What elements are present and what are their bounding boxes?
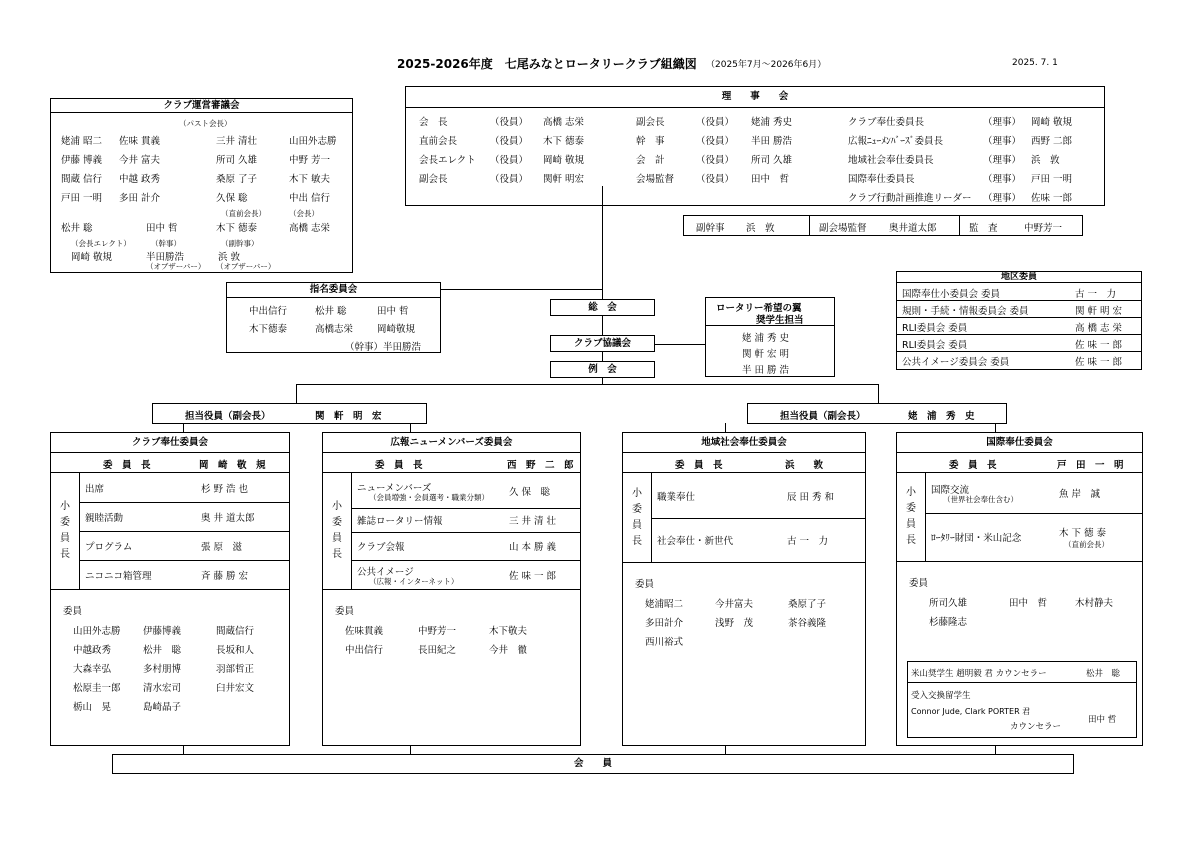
role-type: （役員） <box>696 117 735 128</box>
member-name: 長坂和人 <box>216 645 255 656</box>
chair-name: 戸 田 一 明 <box>1057 460 1124 471</box>
role: RLI委員会 委員 <box>902 323 968 334</box>
divider <box>79 560 289 561</box>
sub-role: 副会場監督 <box>819 223 867 234</box>
riji-box <box>405 86 1105 206</box>
role-type: （理事） <box>983 174 1022 185</box>
sub-name: 奥井道太郎 <box>889 223 937 234</box>
note: （副幹事） <box>221 239 259 248</box>
member-name: 関軒 明宏 <box>543 174 585 185</box>
divider <box>79 531 289 532</box>
role: 広報ﾆｭｰﾒﾝﾊﾞｰｽﾞ委員長 <box>848 136 944 147</box>
member-name: 所司 久雄 <box>216 155 258 166</box>
page-date: 2025. 7. 1 <box>1012 58 1058 68</box>
divider <box>623 562 865 563</box>
member-name: 松井 聡 <box>61 223 93 234</box>
sub-note: （直前会長） <box>1064 540 1109 549</box>
member-name: 高橋 志栄 <box>543 117 585 128</box>
member-name: 木下 敏夫 <box>289 174 331 185</box>
member-name: 中出 信行 <box>289 193 331 204</box>
kibou-box <box>705 297 835 377</box>
member-name: 岡崎 敬規 <box>71 252 113 263</box>
chair-name: 浜 敦 <box>785 460 824 471</box>
member-name: 久保 聡 <box>216 193 248 204</box>
sub-name: 国際交流 <box>931 485 970 496</box>
member-name: 木下敬夫 <box>489 626 528 637</box>
role: 直前会長 <box>419 136 458 147</box>
sub-member: 山 本 勝 義 <box>509 542 557 553</box>
committee-title: 国際奉仕委員会 <box>897 433 1142 453</box>
divider <box>897 561 1142 562</box>
sub-member: 木 下 德 泰 <box>1059 528 1107 539</box>
members-label: 委員 <box>63 606 83 617</box>
sub-name: 親睦活動 <box>85 512 124 524</box>
member-name: 高橋志栄 <box>315 324 354 335</box>
kibou-subtitle: 奨学生担当 <box>756 315 804 326</box>
divider <box>79 502 289 503</box>
role: 国際奉仕委員長 <box>848 174 915 185</box>
sub-member: 張 原 滋 <box>201 541 243 553</box>
member-name: 中越政秀 <box>73 645 112 656</box>
member-name: （幹事）半田勝浩 <box>345 342 422 353</box>
sub-member: 杉 野 浩 也 <box>201 483 249 495</box>
divider <box>897 300 1141 301</box>
riji-title: 理 事 会 <box>406 87 1104 108</box>
committee-club <box>50 432 290 746</box>
sub-member: 辰 田 秀 和 <box>787 491 835 503</box>
member-name: 木村静夫 <box>1075 598 1114 609</box>
member-name: 田中 哲 <box>751 174 790 185</box>
member-name: 所司久雄 <box>929 598 968 609</box>
sub-name: 出席 <box>85 483 105 495</box>
role: 会 計 <box>636 155 665 166</box>
sub-member: 奥 井 道太郎 <box>201 512 255 524</box>
extra-box <box>907 661 1137 738</box>
tanto-label: 担当役員（副会長） <box>185 411 271 422</box>
sub-name: クラブ会報 <box>357 542 405 553</box>
sub-role: 副幹事 <box>696 223 725 234</box>
divider <box>925 473 926 561</box>
sub-member: 古 一 力 <box>787 536 829 547</box>
divider <box>351 532 580 533</box>
role-type: （理事） <box>983 136 1022 147</box>
members-label: 委員 <box>635 579 655 590</box>
ex-student: Connor Jude, Clark PORTER 君 <box>911 707 1031 716</box>
member-name: 大森幸弘 <box>73 664 112 675</box>
members-label: 委員 <box>335 606 355 617</box>
member-name: 姥 浦 秀 史 <box>742 333 790 344</box>
member-name: 田中 哲 <box>1088 715 1117 725</box>
tanto-box-left <box>152 403 427 424</box>
sub-name: 雑誌ロータリー情報 <box>357 516 443 527</box>
member-name: 岡崎 敬規 <box>1031 117 1073 128</box>
member-name: 長田紀之 <box>418 645 457 656</box>
member-name: 栃山 晃 <box>73 702 112 713</box>
page-title: 2025-2026年度 七尾みなとロータリークラブ組織図 <box>397 57 697 71</box>
member-name: 木下 德泰 <box>216 223 258 234</box>
member-name: 山田外志勝 <box>289 136 337 147</box>
member-name: 岡崎 敬規 <box>543 155 585 166</box>
member-name: 西野 二郎 <box>1031 136 1073 147</box>
chair-label: 委 員 長 <box>675 460 723 471</box>
member-name: 佐味 一郎 <box>1031 193 1073 204</box>
role-type: （役員） <box>696 136 735 147</box>
sub-note: （会員増強・会員選考・職業分類） <box>369 492 489 502</box>
sub-name: ﾛｰﾀﾘｰ財団・米山記念 <box>931 533 1022 544</box>
role: 副会長 <box>636 117 665 128</box>
member-name: 佐 味 一 郎 <box>1075 357 1123 368</box>
member-name: 浜 敦 <box>218 252 241 263</box>
member-name: 田中 哲 <box>146 223 178 234</box>
unei-box <box>50 98 353 273</box>
tanto-box-right <box>747 403 1007 424</box>
member-name: 所司 久雄 <box>751 155 793 166</box>
sub-role: 監 査 <box>969 223 998 234</box>
sub-member: 久 保 聡 <box>509 486 551 498</box>
divider <box>925 513 1142 514</box>
member-name: 関 軒 宏 明 <box>742 349 790 360</box>
side-label: 小委員長 <box>906 487 916 546</box>
member-name: 茶谷義隆 <box>788 618 827 629</box>
chair-name: 西 野 二 郎 <box>507 460 574 471</box>
sub-name: 職業奉仕 <box>657 491 696 503</box>
divider <box>623 472 865 473</box>
member-name: 多村朋博 <box>143 664 182 675</box>
sub-member: 佐 味 一 郎 <box>509 570 557 582</box>
member-name: 半田 勝浩 <box>751 136 793 147</box>
note: （オブザーバー） <box>216 262 276 271</box>
yone-label: 米山奨学生 趙明毅 君 カウンセラー <box>911 669 1047 679</box>
member-name: 中出信行 <box>345 645 384 656</box>
member-name: 島崎晶子 <box>143 702 182 713</box>
member-name: 佐味 貫義 <box>119 136 161 147</box>
note: （会長エレクト） <box>71 239 131 248</box>
member-name: 半田勝浩 <box>146 252 185 263</box>
sub-note: （世界社会奉仕含む） <box>943 495 1018 504</box>
member-name: 今井 富夫 <box>119 155 161 166</box>
member-name: 岡崎敬規 <box>377 324 416 335</box>
unei-title: クラブ運営審議会 <box>51 99 352 113</box>
divider <box>323 472 580 473</box>
role-type: （理事） <box>983 117 1022 128</box>
member-name: 高橋 志栄 <box>289 223 331 234</box>
role: クラブ奉仕委員長 <box>848 117 925 128</box>
divider <box>651 518 865 519</box>
member-name: 姥浦 秀史 <box>751 117 793 128</box>
chiku-box <box>896 271 1142 370</box>
member-name: 浅野 茂 <box>715 618 754 629</box>
member-name: 古 一 力 <box>1075 289 1117 300</box>
divider <box>51 589 289 590</box>
sub-member: 魚 岸 誠 <box>1059 489 1101 500</box>
note: （会長） <box>289 209 319 218</box>
note: （直前会長） <box>221 209 266 218</box>
member-name: 佐 味 一 郎 <box>1075 340 1123 351</box>
committee-kokusai <box>896 432 1143 746</box>
member-name: 山田外志勝 <box>73 626 121 637</box>
sub-name: 社会奉仕・新世代 <box>657 536 734 547</box>
member-name: 羽部哲正 <box>216 664 255 675</box>
member-name: 戸田 一明 <box>61 193 103 204</box>
role: 副会長 <box>419 174 448 185</box>
role-type: （役員） <box>490 117 529 128</box>
member-name: 多田計介 <box>645 618 684 629</box>
sub-name: 浜 敦 <box>746 223 775 234</box>
side-label: 小委員長 <box>632 487 642 547</box>
member-name: 佐味貫義 <box>345 626 384 637</box>
member-name: 中野芳一 <box>418 626 457 637</box>
divider <box>897 334 1141 335</box>
member-name: 今井 徹 <box>489 645 528 656</box>
member-name: 臼井宏文 <box>216 683 255 694</box>
divider <box>897 317 1141 318</box>
committee-title: クラブ奉仕委員会 <box>51 433 289 453</box>
role: 会場監督 <box>636 174 675 185</box>
tanto-name: 姥 浦 秀 史 <box>908 411 975 422</box>
member-name: 伊藤 博義 <box>61 155 103 166</box>
role-type: （役員） <box>696 174 735 185</box>
note: （幹事） <box>151 239 181 248</box>
member-name: 今井富夫 <box>715 599 754 610</box>
kyogikai-box: クラブ協議会 <box>550 335 655 352</box>
member-name: 中越 政秀 <box>119 174 161 185</box>
role: 公共イメージ委員会 委員 <box>902 357 1010 368</box>
member-name: 桑原了子 <box>788 599 827 610</box>
kaiin-box: 会 員 <box>112 754 1074 774</box>
sub-member: 斉 藤 勝 宏 <box>201 570 249 582</box>
member-name: 中野 芳一 <box>289 155 331 166</box>
sub-member: 三 井 清 壮 <box>509 516 557 527</box>
sub-name: プログラム <box>85 541 133 553</box>
member-name: 杉藤隆志 <box>929 617 968 628</box>
member-name: 松井 聡 <box>315 306 347 317</box>
chiku-title: 地区委員 <box>897 272 1141 283</box>
ex-role: カウンセラー <box>1010 722 1062 732</box>
committee-title: 広報ニューメンバーズ委員会 <box>323 433 580 453</box>
member-name: 中出信行 <box>249 306 288 317</box>
divider <box>351 473 352 589</box>
member-name: 田中 哲 <box>377 306 409 317</box>
side-label: 小委員長 <box>332 501 342 560</box>
role-type: （役員） <box>490 174 529 185</box>
role: 会長エレクト <box>419 155 476 166</box>
committee-title: 地域社会奉仕委員会 <box>623 433 865 453</box>
member-name: 田中 哲 <box>1009 598 1048 609</box>
member-name: 姥浦昭二 <box>645 599 684 610</box>
divider <box>897 472 1142 473</box>
divider <box>897 351 1141 352</box>
chair-label: 委 員 長 <box>949 460 997 471</box>
role: 国際奉仕小委員会 委員 <box>902 289 1001 300</box>
role: 地域社会奉仕委員長 <box>848 155 934 166</box>
unei-sub: （パスト会長） <box>179 119 232 128</box>
ex-label: 受入交換留学生 <box>911 691 971 701</box>
kibou-title: ロータリー希望の翼 <box>716 303 802 314</box>
page-period: （2025年7月～2026年6月） <box>706 60 827 70</box>
member-name: 浜 敦 <box>1031 155 1060 166</box>
role: 幹 事 <box>636 136 665 147</box>
member-name: 松原圭一郎 <box>73 683 121 694</box>
member-name: 関 軒 明 宏 <box>1075 306 1123 317</box>
role-type: （理事） <box>983 193 1022 204</box>
shimei-title: 指名委員会 <box>227 283 440 298</box>
committee-chiiki <box>622 432 866 746</box>
chair-label: 委 員 長 <box>103 460 151 471</box>
sub-name: ニューメンバーズ <box>357 482 432 494</box>
tanto-name: 関 軒 明 宏 <box>315 411 382 422</box>
role: クラブ行動計画推進リーダー <box>848 193 972 204</box>
divider <box>351 508 580 509</box>
member-name: 三井 清壮 <box>216 136 258 147</box>
sub-name: 中野芳一 <box>1024 223 1063 234</box>
sub-note: （広報・インターネット） <box>369 576 459 586</box>
tanto-label: 担当役員（副会長） <box>780 411 866 422</box>
member-name: 半 田 勝 浩 <box>742 365 790 376</box>
divider <box>908 682 1136 683</box>
member-name: 多田 計介 <box>119 193 161 204</box>
member-name: 西川裕式 <box>645 637 684 648</box>
member-name: 松井 聡 <box>143 645 182 656</box>
member-name: 戸田 一明 <box>1031 174 1073 185</box>
member-name: 間蔵信行 <box>216 626 255 637</box>
role: 規則・手続・情報委員会 委員 <box>902 306 1029 317</box>
member-name: 清水宏司 <box>143 683 182 694</box>
member-name: 高 橋 志 栄 <box>1075 323 1123 334</box>
role-type: （役員） <box>490 155 529 166</box>
sub-name: 公共イメージ <box>357 566 414 578</box>
divider <box>351 560 580 561</box>
committee-koho <box>322 432 581 746</box>
role-type: （理事） <box>983 155 1022 166</box>
member-name: 桑原 了子 <box>216 174 258 185</box>
note: （オブザーバー） <box>146 262 206 271</box>
member-name: 伊藤博義 <box>143 626 182 637</box>
role: RLI委員会 委員 <box>902 340 968 351</box>
side-label: 小委員長 <box>60 501 70 560</box>
member-name: 木下德泰 <box>249 324 288 335</box>
member-name: 間蔵 信行 <box>61 174 103 185</box>
member-name: 姥浦 昭二 <box>61 136 103 147</box>
chair-label: 委 員 長 <box>375 460 423 471</box>
member-name: 松井 聡 <box>1086 669 1121 679</box>
reikai-box: 例 会 <box>550 361 655 378</box>
role-type: （役員） <box>490 136 529 147</box>
sub-name: ニコニコ箱管理 <box>85 570 152 582</box>
role-type: （役員） <box>696 155 735 166</box>
divider <box>51 472 289 473</box>
role: 会 長 <box>419 117 448 128</box>
member-name: 木下 德泰 <box>543 136 585 147</box>
riji-sub-box <box>683 215 1083 236</box>
divider <box>323 589 580 590</box>
chair-name: 岡 崎 敬 規 <box>199 460 266 471</box>
sokai-box: 総 会 <box>550 299 655 316</box>
shimei-box <box>226 282 441 353</box>
members-label: 委員 <box>909 578 929 589</box>
